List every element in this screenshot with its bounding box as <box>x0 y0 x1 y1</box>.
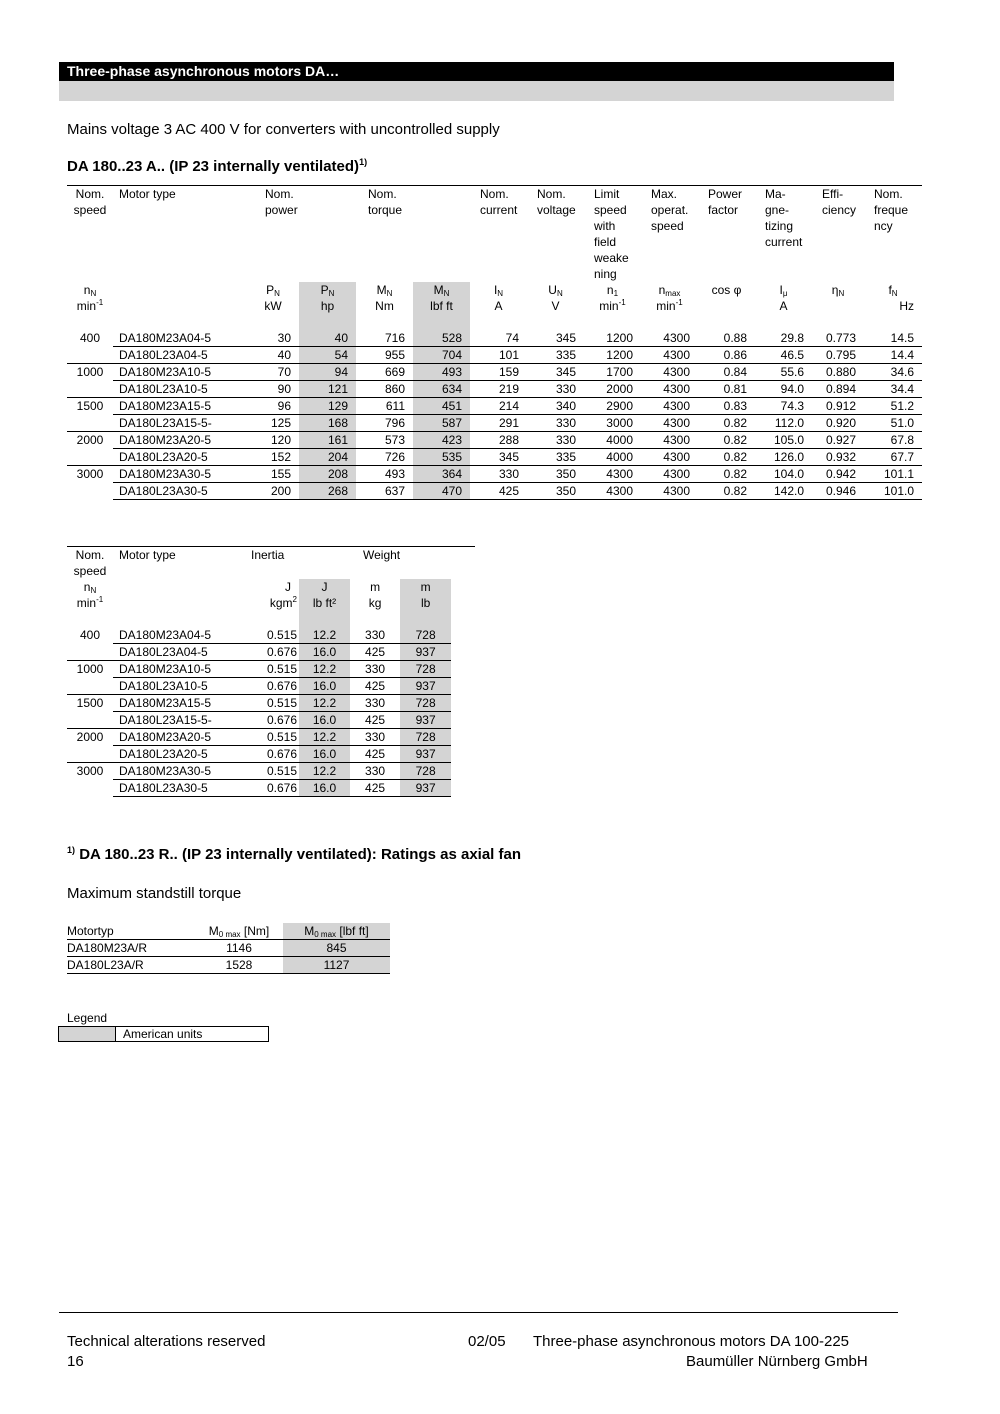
table-cell: 129 <box>299 398 356 415</box>
table-cell <box>67 415 113 432</box>
table-cell: 728 <box>400 729 451 746</box>
table-cell: 4300 <box>641 381 698 398</box>
table-row <box>67 364 922 381</box>
table-cell: 330 <box>365 628 386 642</box>
table-cell: 335 <box>527 449 584 466</box>
table-cell: 30 <box>277 331 291 345</box>
table-cell: 637 <box>356 483 413 500</box>
table-cell: 55.6 <box>755 364 812 381</box>
table-cell: 425 <box>350 746 400 763</box>
table-cell: DA180L23A04-5 <box>113 644 247 661</box>
table-cell: DA180M23A30-5 <box>113 466 247 483</box>
table-cell: 4300 <box>663 331 690 345</box>
table-cell: 4300 <box>641 483 698 500</box>
table-cell: 611 <box>356 398 413 415</box>
footnote-subtitle: Maximum standstill torque <box>67 885 242 902</box>
table-cell: 214 <box>470 398 527 415</box>
table-cell: 29.8 <box>780 331 804 345</box>
table-cell: DA180M23A20-5 <box>113 432 247 449</box>
table-cell: 4000 <box>584 449 641 466</box>
table-row <box>67 940 390 957</box>
table-cell: 0.912 <box>812 398 864 415</box>
table-cell: 90 <box>247 381 299 398</box>
standstill-torque-table <box>67 923 390 974</box>
table-cell: 728 <box>400 661 451 678</box>
table-cell <box>67 678 113 695</box>
table-cell: 0.515 <box>247 729 299 746</box>
table-cell <box>67 483 113 500</box>
table-row <box>67 644 475 661</box>
table-header-row <box>67 186 922 283</box>
table-cell: 493 <box>356 466 413 483</box>
table-cell: 16.0 <box>299 678 350 695</box>
table-cell: 40 <box>247 347 299 364</box>
table-cell: 0.795 <box>812 347 864 364</box>
table-cell: 101.0 <box>864 483 922 500</box>
table-row <box>67 678 475 695</box>
table-cell: 0.515 <box>247 763 299 780</box>
table-cell: DA180M23A15-5 <box>113 695 247 712</box>
table-cell: DA180L23A10-5 <box>113 678 247 695</box>
table-cell: 4300 <box>641 415 698 432</box>
table-cell: 2900 <box>584 398 641 415</box>
table-cell: 16.0 <box>299 712 350 729</box>
page-subtitle: Mains voltage 3 AC 400 V for converters with uncontrolled supply <box>67 121 500 138</box>
table-cell: DA180M23A15-5 <box>113 398 247 415</box>
table-cell: 152 <box>247 449 299 466</box>
table-cell: 120 <box>247 432 299 449</box>
col-current-header: Nom. current <box>480 187 518 217</box>
table-cell: 573 <box>356 432 413 449</box>
table-cell: 0.942 <box>812 466 864 483</box>
table-cell: 0.676 <box>247 780 299 797</box>
table-cell: 669 <box>356 364 413 381</box>
col-max-header: Max. operat. speed <box>651 187 689 233</box>
table-cell: 4000 <box>584 432 641 449</box>
table-row <box>67 415 922 432</box>
table-cell: 12.2 <box>299 695 350 712</box>
table-cell: 845 <box>283 940 390 957</box>
table-cell: DA180L23A04-5 <box>113 347 247 364</box>
col-eff-header: Effi- ciency <box>822 187 857 217</box>
inertia-weight-table <box>67 546 475 797</box>
footnote-title: $^{1)}$ DA 180..23 R.. (IP 23 internally ventilated): Ratings as axial fan <box>67 845 522 863</box>
table-cell: DA180M23A/R <box>67 940 195 957</box>
table-cell: 345 <box>527 364 584 381</box>
table-cell: 335 <box>527 347 584 364</box>
table-cell: 726 <box>356 449 413 466</box>
table-row <box>67 746 475 763</box>
table-cell: 451 <box>413 398 470 415</box>
table-cell <box>67 712 113 729</box>
table-cell: 0.82 <box>698 483 755 500</box>
table-row <box>67 347 922 364</box>
table-cell: DA180L23A15-5- <box>113 415 247 432</box>
table-cell: 1200 <box>584 347 641 364</box>
table-cell: 204 <box>299 449 356 466</box>
table-cell: 470 <box>413 483 470 500</box>
table-cell: 94 <box>299 364 356 381</box>
table-cell: 425 <box>350 780 400 797</box>
table-cell: 350 <box>527 466 584 483</box>
table-cell: 0.88 <box>723 331 747 345</box>
table-cell: 0.927 <box>812 432 864 449</box>
table-cell: 425 <box>350 644 400 661</box>
table-cell: 1146 <box>195 940 283 957</box>
table-cell: 51.0 <box>864 415 922 432</box>
page-number: 16 <box>67 1353 84 1370</box>
table-cell <box>67 449 113 466</box>
col-voltage-header: Nom. voltage <box>537 187 576 217</box>
table-cell: 1500 <box>67 398 113 415</box>
page-title: Three-phase asynchronous motors DA… <box>67 63 340 79</box>
table-cell <box>67 780 113 797</box>
table-row <box>67 627 475 644</box>
table-cell: 12.2 <box>299 627 350 644</box>
table-cell: 74.3 <box>755 398 812 415</box>
table-cell: 345 <box>555 331 576 345</box>
footer-divider <box>59 1312 898 1313</box>
table-cell: 121 <box>299 381 356 398</box>
table-cell: 0.932 <box>812 449 864 466</box>
table-cell: 330 <box>527 432 584 449</box>
table-cell: 330 <box>470 466 527 483</box>
table-cell: 12.2 <box>299 729 350 746</box>
table-cell: DA180L23A15-5- <box>113 712 247 729</box>
table-cell: 0.82 <box>698 415 755 432</box>
table-cell: 0.82 <box>698 466 755 483</box>
table-cell: 4300 <box>641 347 698 364</box>
table-cell: DA180M23A30-5 <box>113 763 247 780</box>
table-row <box>67 712 475 729</box>
table-row <box>67 695 475 712</box>
table-cell: 1500 <box>67 695 113 712</box>
table-cell: 104.0 <box>755 466 812 483</box>
table-cell: 937 <box>400 746 451 763</box>
table-cell: 634 <box>413 381 470 398</box>
table-cell: 67.8 <box>864 432 922 449</box>
table-cell: 425 <box>350 678 400 695</box>
table-cell: 125 <box>247 415 299 432</box>
table-cell: 0.920 <box>812 415 864 432</box>
table-cell: 12.2 <box>299 661 350 678</box>
table-cell: 159 <box>470 364 527 381</box>
table-cell: 937 <box>400 712 451 729</box>
table-cell: 423 <box>413 432 470 449</box>
table-cell: 126.0 <box>755 449 812 466</box>
table-cell: 168 <box>299 415 356 432</box>
table-cell: 728 <box>400 627 451 644</box>
table-row <box>67 780 475 797</box>
table-cell: 0.894 <box>812 381 864 398</box>
table-cell: 937 <box>400 678 451 695</box>
table-cell: 51.2 <box>864 398 922 415</box>
table-cell: 330 <box>350 695 400 712</box>
table-cell <box>67 347 113 364</box>
table-cell: 3000 <box>584 415 641 432</box>
table-cell: 1200 <box>606 331 633 345</box>
table-cell: 4300 <box>641 466 698 483</box>
table-cell: 0.81 <box>698 381 755 398</box>
table-cell: 0.676 <box>247 644 299 661</box>
table-cell: 330 <box>350 763 400 780</box>
table-cell <box>67 644 113 661</box>
table-cell: 0.83 <box>698 398 755 415</box>
table-cell: 1700 <box>584 364 641 381</box>
table-header-row: Nom. speed Motor type Inertia Weight <box>73 548 401 578</box>
table-cell: 34.4 <box>864 381 922 398</box>
table-cell: 288 <box>470 432 527 449</box>
table-cell: 425 <box>470 483 527 500</box>
table-cell: 14.5 <box>890 331 914 345</box>
table-row <box>67 957 390 974</box>
table-cell: DA180L23A10-5 <box>113 381 247 398</box>
table-cell: 728 <box>400 695 451 712</box>
col-limit-header: Limit speed with field weake ning <box>594 187 629 281</box>
table-unit-row: $\min^{-1}$ kW hp Nm lbf ft A V $\min^{-1}$ $\min^{-1}$ A Hz <box>76 298 914 313</box>
table-cell: 330 <box>527 415 584 432</box>
table-cell: 96 <box>247 398 299 415</box>
table-cell: DA180L23A20-5 <box>113 449 247 466</box>
table-cell: 291 <box>470 415 527 432</box>
footer-date: 02/05 <box>468 1333 506 1350</box>
table-cell: DA180L23A30-5 <box>113 780 247 797</box>
col-torque-header: Nom. torque <box>368 187 403 217</box>
table-cell: 94.0 <box>755 381 812 398</box>
table-cell: 0.946 <box>812 483 864 500</box>
col-mag-header: Ma- gne- tizing current <box>765 187 803 249</box>
table-cell: DA180M23A04-5 <box>119 628 212 642</box>
table-cell: 587 <box>413 415 470 432</box>
table-cell: 528 <box>413 330 470 347</box>
table-cell: 716 <box>384 331 405 345</box>
table-cell: 67.7 <box>864 449 922 466</box>
col-pf-header: Power factor <box>708 187 743 217</box>
table-cell: 4300 <box>641 398 698 415</box>
table-cell: 105.0 <box>755 432 812 449</box>
table-cell: DA180M23A10-5 <box>113 364 247 381</box>
table-cell: 0.880 <box>812 364 864 381</box>
table-cell: 728 <box>400 763 451 780</box>
table-cell: 955 <box>356 347 413 364</box>
table-cell: 0.515 <box>266 628 297 642</box>
table-cell: 219 <box>470 381 527 398</box>
table-cell: 16.0 <box>299 644 350 661</box>
table-cell: 0.86 <box>698 347 755 364</box>
table-cell: 330 <box>350 729 400 746</box>
table-cell: 493 <box>413 364 470 381</box>
table-cell: 54 <box>299 347 356 364</box>
table-cell: 34.6 <box>864 364 922 381</box>
table-unit-row: $\min^{-1}$ kgm$^2$ lb ft² kg lb <box>67 595 475 611</box>
table-cell: DA180L23A30-5 <box>113 483 247 500</box>
table-cell: 0.515 <box>247 695 299 712</box>
section-title: DA 180..23 A.. (IP 23 internally ventilated)$^{1)}$ <box>67 157 368 175</box>
table-cell: 4300 <box>641 364 698 381</box>
table-cell: 1127 <box>283 957 390 974</box>
table-cell: 12.2 <box>299 763 350 780</box>
table-cell: 200 <box>247 483 299 500</box>
table-cell: 4300 <box>584 483 641 500</box>
table-cell: 3000 <box>67 466 113 483</box>
table-cell: 704 <box>413 347 470 364</box>
table-row <box>67 330 922 347</box>
table-cell: DA180L23A20-5 <box>113 746 247 763</box>
table-cell: 208 <box>299 466 356 483</box>
table-cell: 0.82 <box>698 432 755 449</box>
table-cell: 364 <box>413 466 470 483</box>
col-speed-header: Nom. speed <box>73 187 107 217</box>
table-cell: 268 <box>299 483 356 500</box>
table-row <box>67 466 922 483</box>
table-cell: 4300 <box>584 466 641 483</box>
table-cell: 40 <box>299 330 356 347</box>
table-cell <box>67 381 113 398</box>
table-cell: 400 <box>79 628 101 642</box>
table-cell <box>67 746 113 763</box>
col-power-header: Nom. power <box>265 187 298 217</box>
table-cell: 16.0 <box>299 746 350 763</box>
table-cell: 155 <box>247 466 299 483</box>
table-row <box>67 661 475 678</box>
table-row <box>67 729 475 746</box>
legend-label: Legend <box>67 1011 108 1025</box>
legend <box>58 1026 269 1042</box>
table-cell: 4300 <box>641 432 698 449</box>
table-row <box>67 449 922 466</box>
table-cell: 0.773 <box>825 331 856 345</box>
table-cell: 1000 <box>67 661 113 678</box>
table-cell: 535 <box>413 449 470 466</box>
table-cell: 937 <box>400 644 451 661</box>
table-cell: 2000 <box>67 729 113 746</box>
footer-company: Baumüller Nürnberg GmbH <box>686 1353 868 1370</box>
table-cell: 161 <box>299 432 356 449</box>
table-cell: DA180M23A04-5 <box>119 331 212 345</box>
table-row <box>67 381 922 398</box>
ratings-table <box>67 185 922 500</box>
table-cell: DA180M23A10-5 <box>113 661 247 678</box>
table-row <box>67 432 922 449</box>
table-cell: 937 <box>400 780 451 797</box>
table-symbol-row: $n_N$ $P_N$ $P_N$ $M_N$ $M_N$ $I_N$ $U_N$ $n_1$ $n_{max}$ cos φ $I_\mu$ $\eta_N$ $f_N$ <box>83 283 898 298</box>
footer-doc-title: Three-phase asynchronous motors DA 100-225 <box>533 1333 850 1350</box>
table-cell: 101 <box>470 347 527 364</box>
table-cell: 0.515 <box>247 661 299 678</box>
table-cell: 1528 <box>195 957 283 974</box>
table-cell: 14.4 <box>864 347 922 364</box>
legend-swatch <box>59 1027 116 1041</box>
table-cell: 400 <box>79 331 101 345</box>
table-cell: 796 <box>356 415 413 432</box>
legend-item-label: American units <box>123 1027 203 1041</box>
table-symbol-row: $n_N$ J J m m <box>67 579 475 595</box>
table-cell: 0.676 <box>247 678 299 695</box>
table-cell: 142.0 <box>755 483 812 500</box>
table-row <box>67 398 922 415</box>
table-cell: 112.0 <box>755 415 812 432</box>
table-cell: 425 <box>350 712 400 729</box>
table-cell: 70 <box>247 364 299 381</box>
table-cell: 74 <box>505 331 519 345</box>
table-cell: 0.676 <box>247 746 299 763</box>
table-cell: 345 <box>470 449 527 466</box>
table-cell: DA180L23A/R <box>67 957 195 974</box>
table-cell: 340 <box>527 398 584 415</box>
table-cell: 3000 <box>67 763 113 780</box>
footer-notice: Technical alterations reserved <box>67 1333 266 1350</box>
table-cell: 350 <box>527 483 584 500</box>
table-cell: 2000 <box>67 432 113 449</box>
table-cell: 0.82 <box>698 449 755 466</box>
table-row <box>67 763 475 780</box>
table-cell: 860 <box>356 381 413 398</box>
header-band <box>59 81 894 101</box>
table-cell: 330 <box>350 661 400 678</box>
table-cell: 16.0 <box>299 780 350 797</box>
table-cell: 46.5 <box>755 347 812 364</box>
col-freq-header: Nom. freque ncy <box>874 187 909 233</box>
col-type-header: Motor type <box>119 187 176 201</box>
table-row <box>67 483 922 500</box>
table-cell: 101.1 <box>864 466 922 483</box>
table-cell: 2000 <box>584 381 641 398</box>
table-cell: 4300 <box>641 449 698 466</box>
table-cell: 0.676 <box>247 712 299 729</box>
table-cell: 0.84 <box>698 364 755 381</box>
table-cell: 330 <box>527 381 584 398</box>
table-cell: DA180M23A20-5 <box>113 729 247 746</box>
table-header-row: Motortyp $M_{0 max}$ [Nm] $M_{0 max}$ [lbf ft] <box>67 923 390 940</box>
table-cell: 1000 <box>67 364 113 381</box>
